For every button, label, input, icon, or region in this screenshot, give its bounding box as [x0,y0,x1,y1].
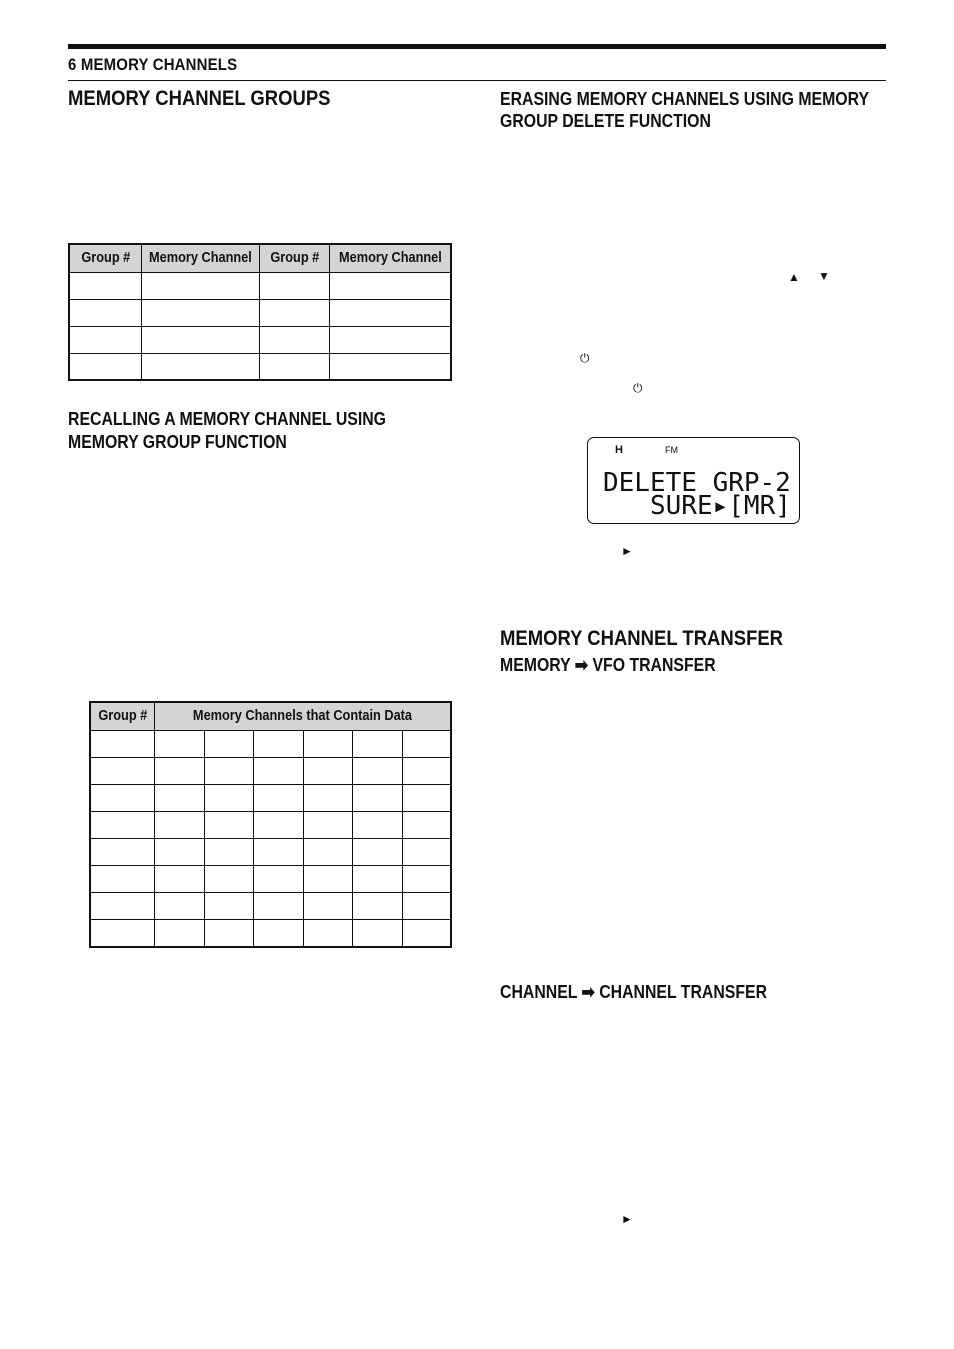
table-cell [402,866,451,893]
lcd-line-1: DELETE GRP-2 [603,468,791,498]
lcd-line-2: SURE▸[MR] [650,491,791,521]
table-cell [90,920,155,947]
heading-recalling: RECALLING A MEMORY CHANNEL USING MEMORY GROUP FUNCTION [68,409,386,452]
table-row [90,730,451,757]
table-cell [204,866,253,893]
table-cell [353,757,402,784]
table-cell [402,811,451,838]
table-cell [204,893,253,920]
table-cell [155,757,204,784]
table-cell [204,757,253,784]
memory-channels-data-table [89,701,452,948]
table-cell [254,757,303,784]
table-cell [254,784,303,811]
table-cell [402,757,451,784]
table1-header-memory-channel-2: Memory Channel [330,244,451,272]
table-cell [402,920,451,947]
table-cell [353,811,402,838]
subheading-channel-channel: CHANNEL ➡ CHANNEL TRANSFER [500,982,768,1002]
table-cell [254,920,303,947]
table-cell [254,893,303,920]
table-cell [155,839,204,866]
heading-memory-channel-transfer: MEMORY CHANNEL TRANSFER [500,627,784,650]
table-cell [353,730,402,757]
table-row [90,839,451,866]
up-arrow-icon: ▲ [788,270,800,284]
table-cell [155,784,204,811]
table-row [69,353,451,380]
table2-header-group: Group # [90,702,155,730]
table-cell [353,866,402,893]
table-cell [303,757,352,784]
table-row [69,272,451,299]
table-cell [353,784,402,811]
table-cell [254,839,303,866]
table-cell [204,811,253,838]
table-row [90,784,451,811]
table-row [90,757,451,784]
right-arrow-icon-2: ► [621,1212,633,1226]
table1-header-group-2: Group # [259,244,330,272]
table-cell [155,893,204,920]
table-cell [303,866,352,893]
table-cell [204,839,253,866]
right-arrow-icon: ► [621,544,633,558]
table-cell [90,757,155,784]
table2-header-channels: Memory Channels that Contain Data [155,702,451,730]
table-cell [90,811,155,838]
table-cell [303,730,352,757]
lcd-display [587,437,800,524]
table-cell [90,784,155,811]
table-cell [303,811,352,838]
lcd-indicator-h: H [615,444,623,456]
table-cell [254,866,303,893]
table-row [90,866,451,893]
lcd-indicator-fm: FM [665,445,678,455]
table-cell [402,730,451,757]
table-cell [254,811,303,838]
table-row [69,299,451,326]
table-cell [90,730,155,757]
table-cell [353,893,402,920]
table-row [90,920,451,947]
table-cell [155,920,204,947]
down-arrow-icon: ▼ [818,269,830,283]
table-cell [353,839,402,866]
table-cell [303,839,352,866]
table-cell [303,920,352,947]
subheading-memory-vfo: MEMORY ➡ VFO TRANSFER [500,655,716,675]
table-cell [303,784,352,811]
table-row [69,326,451,353]
table-cell [90,839,155,866]
table-cell [204,784,253,811]
header-thin-rule [68,80,886,81]
header-thick-rule [68,44,886,49]
table-cell [155,730,204,757]
table-cell [204,920,253,947]
table-cell [204,730,253,757]
table-cell [402,893,451,920]
heading-memory-channel-groups: MEMORY CHANNEL GROUPS [68,87,331,110]
table-cell [353,920,402,947]
table-cell [303,893,352,920]
heading-erasing: ERASING MEMORY CHANNELS USING MEMORY GROUP DELETE FUNCTION [500,89,870,131]
section-label: 6 MEMORY CHANNELS [68,55,238,74]
table-cell [155,866,204,893]
table-cell [155,811,204,838]
table-cell [90,866,155,893]
table-cell [254,730,303,757]
table1-header-memory-channel: Memory Channel [141,244,259,272]
table-cell [402,784,451,811]
memory-group-table [68,243,452,381]
table1-header-group: Group # [69,244,141,272]
power-icon-2: ⏻ [633,381,643,395]
table-cell [402,839,451,866]
table-cell [90,893,155,920]
power-icon: ⏻ [580,351,590,365]
table-row [90,811,451,838]
table-row [90,893,451,920]
